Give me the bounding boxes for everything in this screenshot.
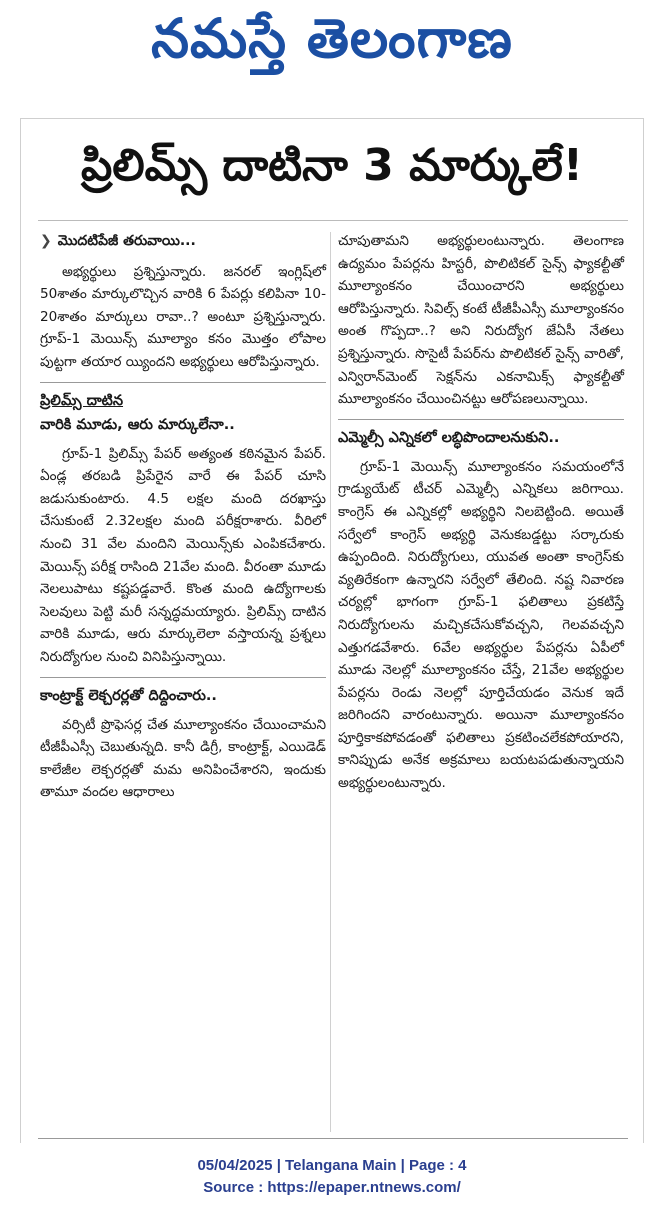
continued-label — [40, 230, 326, 253]
source-link[interactable]: Source : https://epaper.ntnews.com/ — [203, 1179, 461, 1196]
headline: ప్రిలిమ్స్ దాటినా 3 మార్కులే! — [81, 140, 583, 191]
paragraph: వర్సిటీ ప్రొఫెసర్ల చేత మూల్యాంకనం చేయించామని టీజీపీఎస్సీ చెబుతున్నది. కానీ డిగ్రీ, కాంట్రాక్ట్, ఎయిడెడ్ కాలేజీల లెక్చరర్లతో మమ అనిపించేశారని, ఇందుకు తామూ వందల ఆధారాలు — [40, 716, 326, 801]
column-divider — [330, 232, 331, 1132]
right-column — [338, 230, 624, 803]
masthead-title: నమస్తే తెలంగాణ — [151, 6, 513, 70]
headline-divider — [38, 220, 628, 221]
paragraph: గ్రూప్-1 మెయిన్స్ మూల్యాంకనం సమయంలోనే గ్రాడ్యుయేట్ టీచర్ ఎమ్మెల్సీ ఎన్నికలు జరిగాయి. కాంగ్రెస్ ఈ ఎన్నికల్లో అభ్యర్థిని నిలబెట్టింది. అయితే సర్వేలో కాంగ్రెస్ అభ్యర్థి వెనుకబడ్డట్టు సర్కారుకు ఉప్పందింది. నిరుద్యోగులు, యువత అంతా కాంగ్రెస్‌కు వ్యతిరేకంగా ఉన్నారని సర్వేలో తేలింది. నష్ట నివారణ చర్యల్లో భాగంగా గ్రూప్-1 ఫలితాలు ప్రకటిస్తే నిరుద్యోగులను మచ్చికచేసుకోవచ్చని, గెలవవచ్చని ఎత్తుగడవేశారు. 6వేల అభ్యర్థుల పేపర్లను ఏపీలో మూడు నెలల్లో మూల్యాంకనం చేస్తే, 21వేల అభ్యర్థుల పేపర్లను రెండు నెలల్లో పూర్తిచేయడం వెనుక ఇదే జరిగిందని వారంటున్నారు. అయినా మూల్యాంకనం పూర్తికాకపోవడంతో ఫలితాలు ప్రకటించలేకపోయారని, కానిప్పుడు అనేక అక్రమాలు బయటపడుతున్నాయని అభ్యర్థులంటున్నారు. — [338, 458, 624, 792]
subheading-line: వారికి మూడు, ఆరు మార్కులేనా.. — [40, 416, 235, 433]
subheading — [40, 382, 326, 437]
edition-info: 05/04/2025 | Telangana Main | Page : 4 — [197, 1157, 467, 1174]
left-column — [40, 230, 326, 812]
paragraph: అభ్యర్థులు ప్రశ్నిస్తున్నారు. జనరల్ ఇంగ్లిష్‌లో 50శాతం మార్కులొచ్చిన వారికి 6 పేపర్లు కలిపినా 10-20శాతం మార్కులు రావా..? అంటూ ప్రశ్నిస్తున్నారు. గ్రూప్-1 మెయిన్స్ మూల్యాం కనం మొత్తం లోపాల పుట్టగా తయార య్యిందని అభ్యర్థులు ఆరోపిస్తున్నారు. — [40, 263, 326, 370]
paragraph: గ్రూప్-1 ప్రిలిమ్స్ పేపర్ అత్యంత కఠినమైన పేపర్. ఏండ్ల తరబడి ప్రిపేరైన వారే ఈ పేపర్ చూసి జడుసుకుంటారు. 4.5 లక్షల మంది దరఖాస్తు చేసుకుంటే 2.32లక్షల మంది పరీక్షరాశారు. వీరిలో నుంచి 31 వేల మందిని మెయిన్స్‌కు ఎంపికచేశారు. మెయిన్స్ పరీక్ష రాసింది 21వేల మంది. వీరంతా మూడు నెలలుపాటు కష్టపడ్డవారే. కొంత మంది ఉద్యోగాలకు సెలవులు పెట్టి మరీ సన్నద్ధమయ్యారు. ప్రిలిమ్స్ దాటిన వారికి మూడు, ఆరు మార్కులెలా వస్తాయన్న ప్రశ్నలు నిరుద్యోగుల నుంచి వినిపిస్తున్నాయి. — [40, 445, 326, 665]
continued-text: మొదటిపేజీ తరువాయి... — [57, 233, 196, 249]
bottom-divider — [38, 1138, 628, 1139]
paragraph: చూపుతామని అభ్యర్థులంటున్నారు. తెలంగాణ ఉద్యమం పేపర్లను హిస్టరీ, పొలిటికల్ సైన్స్ ఫ్యాకల్టీతో మూల్యాంకనం చేయించారని అభ్యర్థులు ఆరోపిస్తున్నారు. సివిల్స్ కంటే టీజీపీఎస్సీ మూల్యాంకనం అంత గొప్పదా..? అని నిరుద్యోగ జేఏసీ నేతలు ప్రశ్నిస్తున్నారు. సొసైటీ పేపర్‌ను పొలిటికల్ సైన్స్ వారితో, ఎన్విరాన్‌మెంట్ సెక్షన్‌ను ఎకనామిక్స్ ఫ్యాకల్టీతో మూల్యాంకనం చేయించినట్టు ఆరోపణలున్నాయి. — [338, 233, 624, 408]
footer — [0, 1155, 664, 1199]
masthead-logo — [0, 0, 664, 90]
subheading: కాంట్రాక్ట్ లెక్చరర్లతో దిద్దించారు.. — [40, 677, 326, 708]
chevron-right-icon: ❯ — [40, 233, 52, 249]
subheading: ఎమ్మెల్సీ ఎన్నికలో లబ్ధిపొందాలనుకుని.. — [338, 419, 624, 450]
subheading-line: ప్రిలిమ్స్ దాటిన — [40, 392, 124, 409]
